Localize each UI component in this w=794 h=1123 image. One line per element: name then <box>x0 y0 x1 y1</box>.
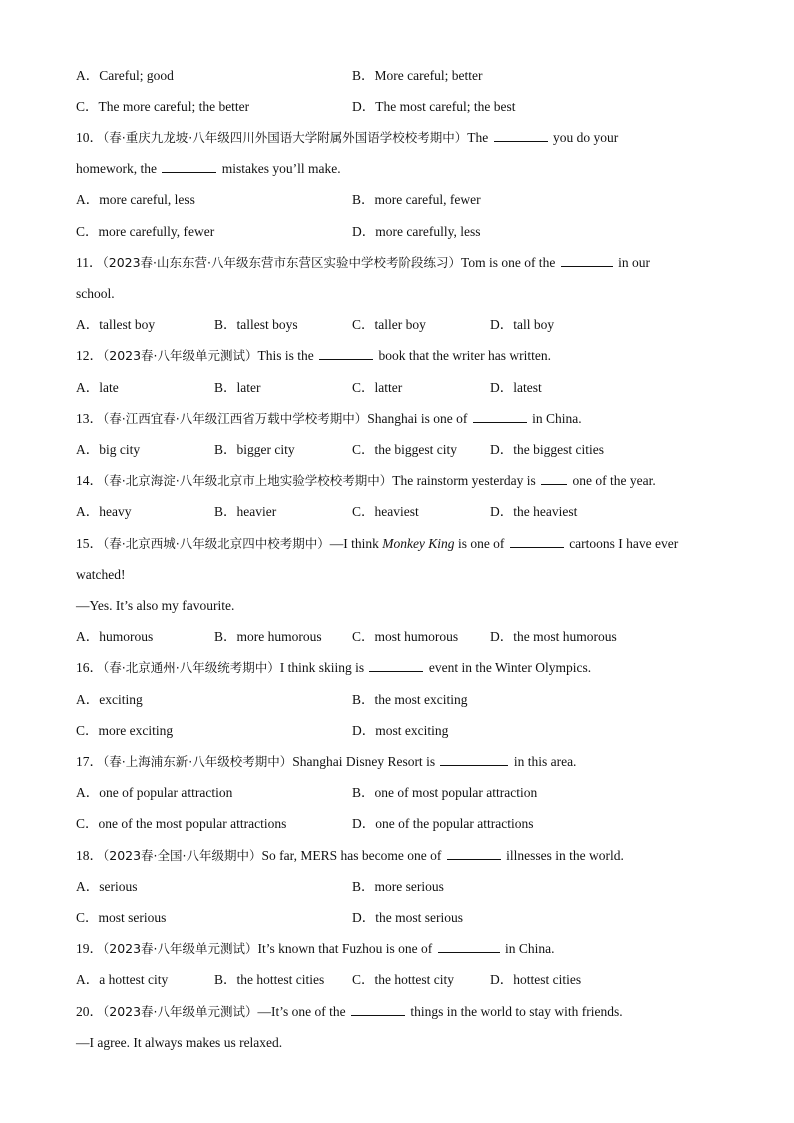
q18-option-d: D．the most serious <box>352 910 463 925</box>
stem-text: Shanghai is one of <box>367 411 468 426</box>
stem-text: This is the <box>257 348 314 363</box>
answer-blank <box>561 254 613 267</box>
stem-text: book that the writer has written. <box>378 348 552 363</box>
stem-text: —It’s one of the <box>257 1004 346 1019</box>
q17-option-c: C．one of the most popular attractions <box>76 816 287 831</box>
q15-option-c: C．most humorous <box>352 629 459 644</box>
q17-option-d: D．one of the popular attractions <box>352 816 534 831</box>
stem-text: things in the world to stay with friends. <box>410 1004 623 1019</box>
q18-option-a: A．serious <box>76 879 138 894</box>
answer-blank <box>369 659 423 672</box>
q18-stem <box>76 847 734 865</box>
q10-option-a: A．more careful, less <box>76 192 195 207</box>
answer-blank <box>440 753 508 766</box>
q10-option-b: B．more careful, fewer <box>352 192 481 207</box>
answer-blank <box>510 535 564 548</box>
q16-stem <box>76 659 734 677</box>
q14-option-c: C．heaviest <box>352 504 419 519</box>
stem-text: in China. <box>532 411 582 426</box>
q14-stem <box>76 472 734 490</box>
stem-text: So far, MERS has become one of <box>261 848 442 863</box>
q12-option-b: B．later <box>214 380 261 395</box>
answer-blank <box>162 160 216 173</box>
stem-text: one of the year. <box>572 473 656 488</box>
question-source: （2023春·山东东营·八年级东营市东营区实验中学校考阶段练习） <box>102 255 462 270</box>
q17-option-a: A．one of popular attraction <box>76 785 233 800</box>
stem-text: Tom is one of the <box>461 255 556 270</box>
q18-option-b: B．more serious <box>352 879 444 894</box>
q9-option-c: C．The more careful; the better <box>76 99 250 114</box>
q17-option-b: B．one of most popular attraction <box>352 785 538 800</box>
answer-blank <box>473 410 527 423</box>
q20-stem-line2: —I agree. It always makes us relaxed. <box>76 1035 283 1050</box>
q11-option-a: A．tallest boy <box>76 317 156 332</box>
stem-text: in this area. <box>513 754 577 769</box>
q15-stem-line1 <box>76 535 734 553</box>
stem-text: —I think <box>329 536 379 551</box>
q13-option-c: C．the biggest city <box>352 442 457 457</box>
q10-option-c: C．more carefully, fewer <box>76 224 215 239</box>
question-number: 20． <box>76 1004 103 1019</box>
q19-stem <box>76 940 734 958</box>
stem-text: event in the Winter Olympics. <box>428 660 592 675</box>
q11-option-d: D．tall boy <box>490 317 555 332</box>
q15-stem-line3: —Yes. It’s also my favourite. <box>76 598 235 613</box>
question-number: 11． <box>76 255 103 270</box>
q14-option-d: D．the heaviest <box>490 504 578 519</box>
question-number: 16． <box>76 660 103 675</box>
stem-text: cartoons I have ever <box>569 536 679 551</box>
q16-option-c: C．more exciting <box>76 723 174 738</box>
question-source: （2023春·八年级单元测试） <box>103 941 258 956</box>
answer-blank <box>494 129 548 142</box>
q10-stem-line1 <box>76 129 734 147</box>
question-number: 13． <box>76 411 103 426</box>
question-source: （2023春·八年级单元测试） <box>103 1004 258 1019</box>
answer-blank <box>447 847 501 860</box>
q11-stem-line1 <box>76 254 734 272</box>
q17-stem <box>76 753 734 771</box>
stem-text: I think skiing is <box>279 660 365 675</box>
q12-option-a: A．late <box>76 380 119 395</box>
q20-stem-line1 <box>76 1003 734 1021</box>
question-number: 18． <box>76 848 103 863</box>
stem-text: homework, the <box>76 161 157 176</box>
question-source: （春·江西宜春·八年级江西省万载中学校考期中） <box>103 411 368 426</box>
stem-text: The rainstorm yesterday is <box>392 473 536 488</box>
question-source: （春·重庆九龙坡·八年级四川外国语大学附属外国语学校校考期中） <box>103 130 468 145</box>
question-number: 17． <box>76 754 103 769</box>
q19-option-a: A．a hottest city <box>76 972 169 987</box>
question-source: （2023春·八年级单元测试） <box>103 348 258 363</box>
question-number: 10． <box>76 130 103 145</box>
answer-blank <box>319 347 373 360</box>
answer-blank <box>541 472 567 485</box>
stem-text: It’s known that Fuzhou is one of <box>257 941 433 956</box>
question-source: （春·北京通州·八年级统考期中） <box>103 660 280 675</box>
q9-option-b: B．More careful; better <box>352 68 483 83</box>
q11-option-c: C．taller boy <box>352 317 426 332</box>
q19-option-d: D．hottest cities <box>490 972 582 987</box>
q12-option-d: D．latest <box>490 380 542 395</box>
q11-option-b: B．tallest boys <box>214 317 298 332</box>
question-source: （春·北京西城·八年级北京四中校考期中） <box>103 536 330 551</box>
q13-stem <box>76 410 734 428</box>
q10-option-d: D．more carefully, less <box>352 224 481 239</box>
q13-option-a: A．big city <box>76 442 141 457</box>
stem-text: is one of <box>457 536 505 551</box>
q15-option-a: A．humorous <box>76 629 154 644</box>
q14-option-a: A．heavy <box>76 504 132 519</box>
answer-blank <box>438 940 500 953</box>
q11-stem-line2: school. <box>76 286 115 301</box>
cartoon-title: Monkey King <box>382 536 455 551</box>
question-source: （春·上海浦东新·八年级校考期中） <box>103 754 293 769</box>
stem-text: mistakes you’ll make. <box>221 161 341 176</box>
q15-option-d: D．the most humorous <box>490 629 617 644</box>
question-source: （2023春·全国·八年级期中） <box>103 848 262 863</box>
q13-option-b: B．bigger city <box>214 442 295 457</box>
stem-text: in our <box>618 255 650 270</box>
q9-option-d: D．The most careful; the best <box>352 99 516 114</box>
q12-option-c: C．latter <box>352 380 403 395</box>
stem-text: Shanghai Disney Resort is <box>292 754 436 769</box>
stem-text: in China. <box>505 941 555 956</box>
question-number: 14． <box>76 473 103 488</box>
answer-blank <box>351 1003 405 1016</box>
q14-option-b: B．heavier <box>214 504 277 519</box>
q12-stem <box>76 347 734 365</box>
q16-option-b: B．the most exciting <box>352 692 468 707</box>
q9-option-a: A．Careful; good <box>76 68 174 83</box>
stem-text: The <box>467 130 489 145</box>
stem-text: you do your <box>552 130 619 145</box>
q18-option-c: C．most serious <box>76 910 167 925</box>
question-number: 19． <box>76 941 103 956</box>
q16-option-a: A．exciting <box>76 692 143 707</box>
question-source: （春·北京海淀·八年级北京市上地实验学校校考期中） <box>103 473 393 488</box>
q16-option-d: D．most exciting <box>352 723 449 738</box>
q10-stem-line2 <box>76 160 734 178</box>
q13-option-d: D．the biggest cities <box>490 442 604 457</box>
question-number: 12． <box>76 348 103 363</box>
q19-option-c: C．the hottest city <box>352 972 454 987</box>
q19-option-b: B．the hottest cities <box>214 972 325 987</box>
stem-text: illnesses in the world. <box>506 848 624 863</box>
question-number: 15． <box>76 536 103 551</box>
q15-stem-line2: watched! <box>76 567 126 582</box>
q15-option-b: B．more humorous <box>214 629 322 644</box>
